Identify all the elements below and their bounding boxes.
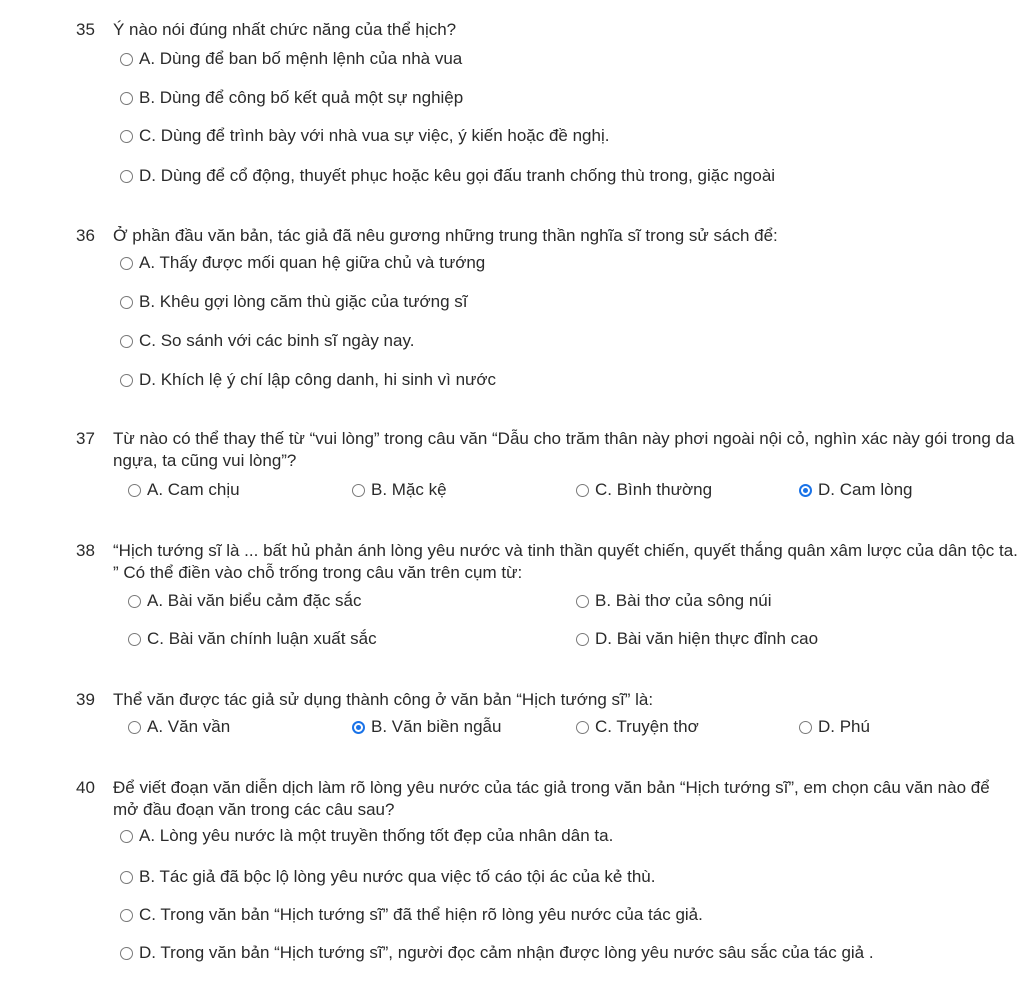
option-label: A. Thấy được mối quan hệ giữa chủ và tướng	[139, 253, 486, 272]
radio-button[interactable]	[120, 871, 133, 884]
option-38-c[interactable]	[128, 629, 377, 649]
radio-button[interactable]	[120, 374, 133, 387]
radio-button[interactable]	[128, 484, 141, 497]
option-label: B. Mặc kệ	[371, 480, 447, 499]
radio-button[interactable]	[120, 947, 133, 960]
option-36-b[interactable]	[120, 292, 468, 312]
option-label: A. Dùng để ban bố mệnh lệnh của nhà vua	[139, 49, 463, 68]
option-label: A. Văn vần	[147, 717, 231, 736]
radio-button[interactable]	[799, 721, 812, 734]
question-number: 36	[76, 226, 95, 245]
option-35-b[interactable]	[120, 88, 463, 108]
radio-button[interactable]	[120, 53, 133, 66]
radio-button[interactable]	[120, 92, 133, 105]
option-37-a[interactable]	[128, 480, 240, 500]
option-label: B. Tác giả đã bộc lộ lòng yêu nước qua việc tố cáo tội ác của kẻ thù.	[139, 867, 656, 886]
option-label: A. Cam chịu	[147, 480, 240, 499]
question-text: Thể văn được tác giả sử dụng thành công ở văn bản “Hịch tướng sĩ” là:	[113, 690, 654, 709]
option-label: A. Lòng yêu nước là một truyền thống tốt đẹp của nhân dân ta.	[139, 826, 614, 845]
option-39-c[interactable]	[576, 717, 699, 737]
radio-button[interactable]	[576, 721, 589, 734]
question-number: 39	[76, 690, 95, 709]
question-text: “Hịch tướng sĩ là ... bất hủ phản ánh lòng yêu nước và tinh thần quyết chiến, quyết thắng quân xâm lược của dân tộc ta. ” Có thể điền vào chỗ trống trong câu văn trên cụm từ:	[113, 541, 1018, 582]
question-text: Ở phần đầu văn bản, tác giả đã nêu gương những trung thần nghĩa sĩ trong sử sách để:	[113, 226, 778, 245]
radio-button-selected[interactable]	[799, 484, 812, 497]
option-38-d[interactable]	[576, 629, 818, 649]
question-number: 35	[76, 20, 95, 39]
radio-button-selected[interactable]	[352, 721, 365, 734]
option-40-d[interactable]	[120, 943, 874, 963]
option-label: D. Khích lệ ý chí lập công danh, hi sinh vì nước	[139, 370, 497, 389]
question-number: 37	[76, 429, 95, 448]
question-text: Để viết đoạn văn diễn dịch làm rõ lòng yêu nước của tác giả trong văn bản “Hịch tướng sĩ”, em chọn câu văn nào để mở đầu đoạn văn trong các câu sau?	[113, 778, 990, 819]
option-37-d[interactable]	[799, 480, 912, 500]
option-35-a[interactable]	[120, 49, 462, 69]
option-label: B. Văn biền ngẫu	[371, 717, 502, 736]
radio-button[interactable]	[120, 830, 133, 843]
option-36-a[interactable]	[120, 253, 485, 273]
option-36-d[interactable]	[120, 370, 496, 390]
radio-button[interactable]	[120, 296, 133, 309]
option-label: D. Phú	[818, 717, 870, 736]
option-label: B. Dùng để công bố kết quả một sự nghiệp	[139, 88, 464, 107]
option-37-c[interactable]	[576, 480, 712, 500]
option-38-b[interactable]	[576, 591, 772, 611]
option-40-b[interactable]	[120, 867, 655, 887]
option-39-d[interactable]	[799, 717, 870, 737]
option-35-c[interactable]	[120, 126, 609, 146]
option-label: B. Khêu gợi lòng căm thù giặc của tướng sĩ	[139, 292, 468, 311]
question-text: Từ nào có thể thay thế từ “vui lòng” trong câu văn “Dẫu cho trăm thân này phơi ngoài nội cỏ, nghìn xác này gói trong da ngựa, ta cũng vui lòng”?	[113, 429, 1015, 470]
option-36-c[interactable]	[120, 331, 414, 351]
question-number: 38	[76, 541, 95, 560]
option-38-a[interactable]	[128, 591, 362, 611]
radio-button[interactable]	[120, 170, 133, 183]
radio-button[interactable]	[576, 595, 589, 608]
radio-button[interactable]	[576, 633, 589, 646]
radio-button[interactable]	[120, 909, 133, 922]
radio-button[interactable]	[120, 130, 133, 143]
option-label: D. Cam lòng	[818, 480, 913, 499]
option-40-c[interactable]	[120, 905, 703, 925]
option-label: C. Bài văn chính luận xuất sắc	[147, 629, 377, 648]
option-label: C. Trong văn bản “Hịch tướng sĩ” đã thể hiện rõ lòng yêu nước của tác giả.	[139, 905, 703, 924]
option-label: C. Truyện thơ	[595, 717, 699, 736]
option-label: D. Dùng để cổ động, thuyết phục hoặc kêu gọi đấu tranh chống thù trong, giặc ngoài	[139, 166, 776, 185]
radio-button[interactable]	[120, 335, 133, 348]
option-label: C. Bình thường	[595, 480, 713, 499]
radio-button[interactable]	[120, 257, 133, 270]
option-label: C. Dùng để trình bày với nhà vua sự việc, ý kiến hoặc đề nghị.	[139, 126, 610, 145]
option-40-a[interactable]	[120, 826, 613, 846]
option-37-b[interactable]	[352, 480, 447, 500]
radio-button[interactable]	[128, 721, 141, 734]
option-label: D. Bài văn hiện thực đỉnh cao	[595, 629, 819, 648]
option-label: A. Bài văn biểu cảm đặc sắc	[147, 591, 362, 610]
option-label: D. Trong văn bản “Hịch tướng sĩ”, người đọc cảm nhận được lòng yêu nước sâu sắc của tác giả .	[139, 943, 874, 962]
option-label: C. So sánh với các binh sĩ ngày nay.	[139, 331, 415, 350]
radio-button[interactable]	[576, 484, 589, 497]
radio-button[interactable]	[352, 484, 365, 497]
question-text: Ý nào nói đúng nhất chức năng của thể hịch?	[113, 20, 457, 39]
option-label: B. Bài thơ của sông núi	[595, 591, 772, 610]
radio-button[interactable]	[128, 595, 141, 608]
question-number: 40	[76, 778, 95, 797]
option-39-a[interactable]	[128, 717, 230, 737]
radio-button[interactable]	[128, 633, 141, 646]
option-35-d[interactable]	[120, 166, 775, 186]
option-39-b[interactable]	[352, 717, 501, 737]
